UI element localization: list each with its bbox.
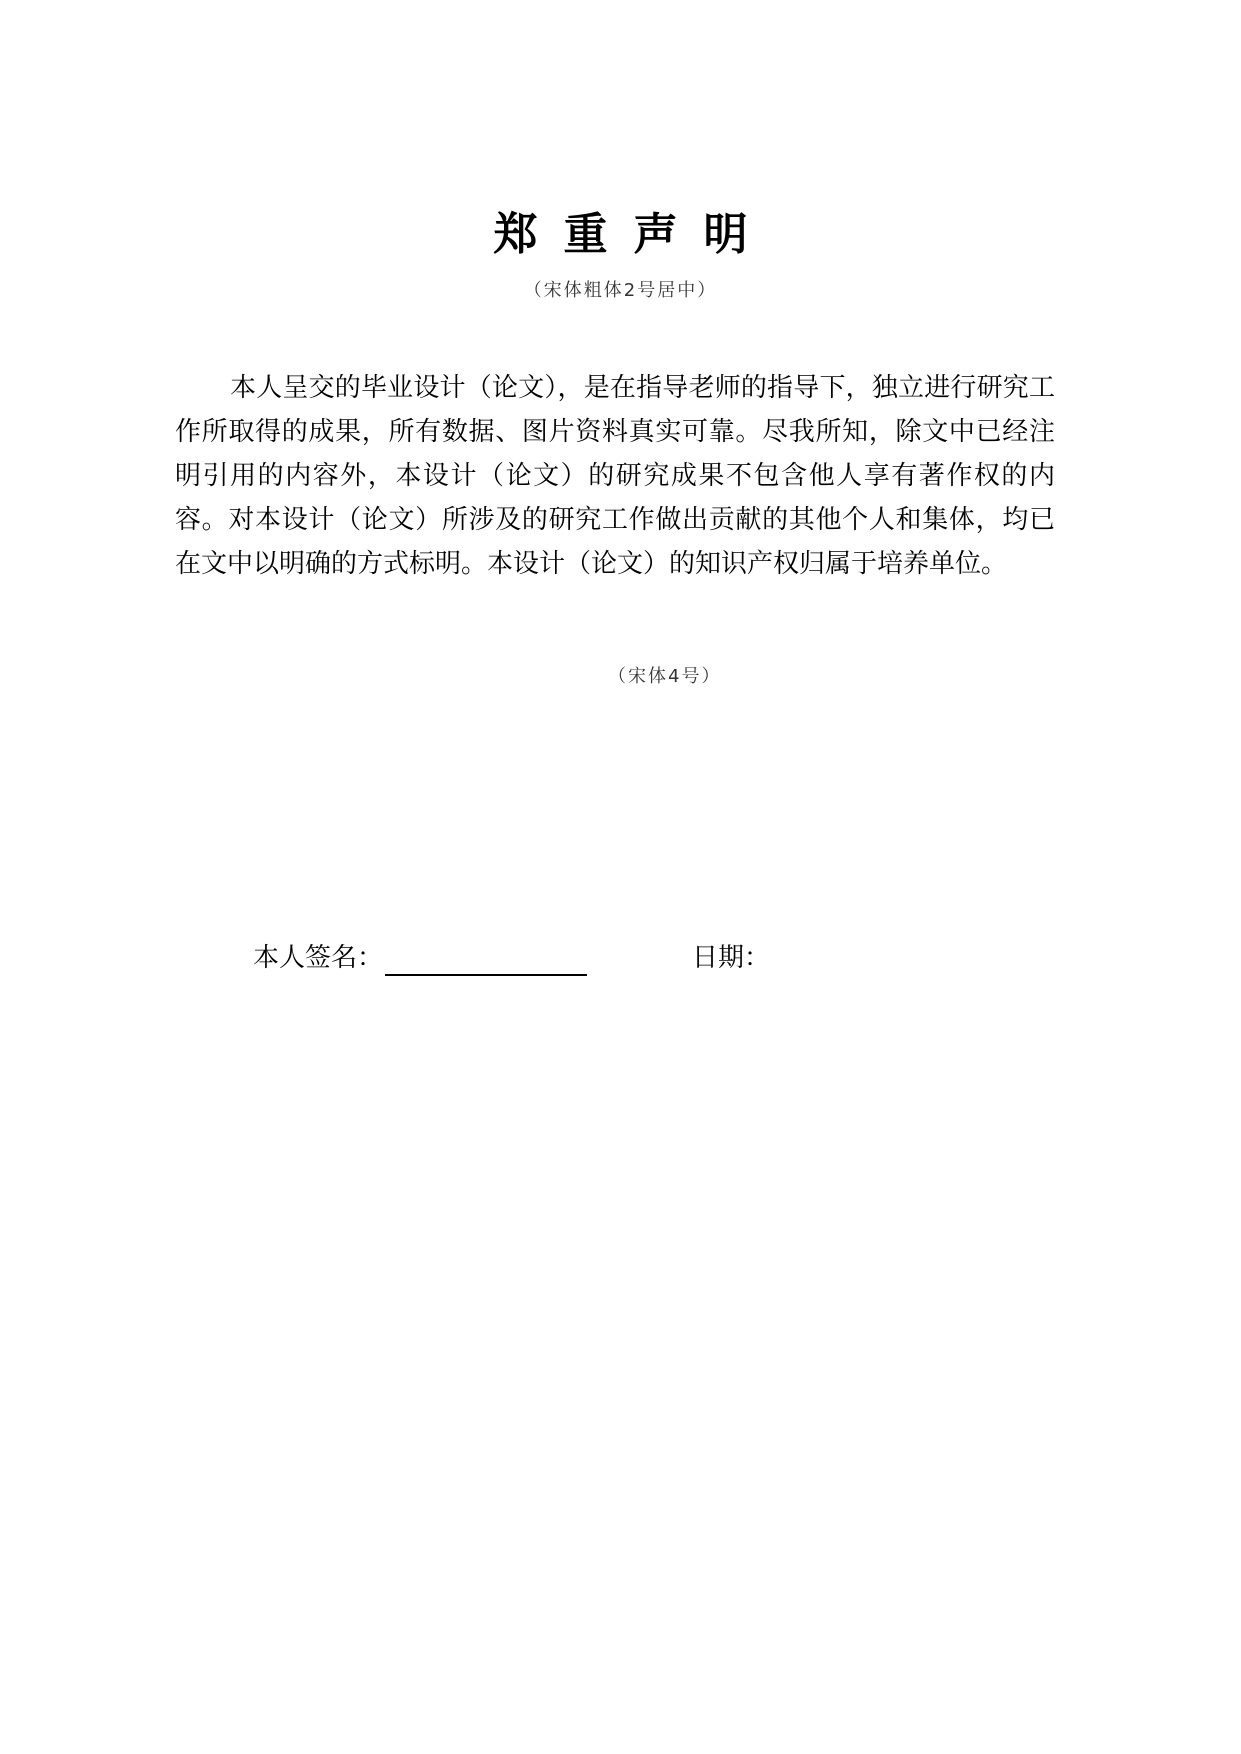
- title-format-note: （宋体粗体2号居中）: [523, 280, 718, 301]
- signature-row: [253, 940, 770, 976]
- body-format-note: （宋体4号）: [608, 666, 722, 687]
- signature-line: [385, 944, 587, 976]
- date-label: 日期：: [692, 943, 771, 973]
- signature-label: 本人签名：: [253, 943, 384, 973]
- declaration-body: 本人呈交的毕业设计（论文），是在指导老师的指导下，独立进行研究工作所取得的成果，所有数据、图片资料真实可靠。尽我所知，除文中已经注明引用的内容外，本设计（论文）的研究成果不包含他人享有著作权的内容。对本设计（论文）所涉及的研究工作做出贡献的其他个人和集体，均已在文中以明确的方式标明。本设计（论文）的知识产权归属于培养单位。: [175, 373, 1055, 579]
- page-title: 郑重声明: [493, 209, 774, 260]
